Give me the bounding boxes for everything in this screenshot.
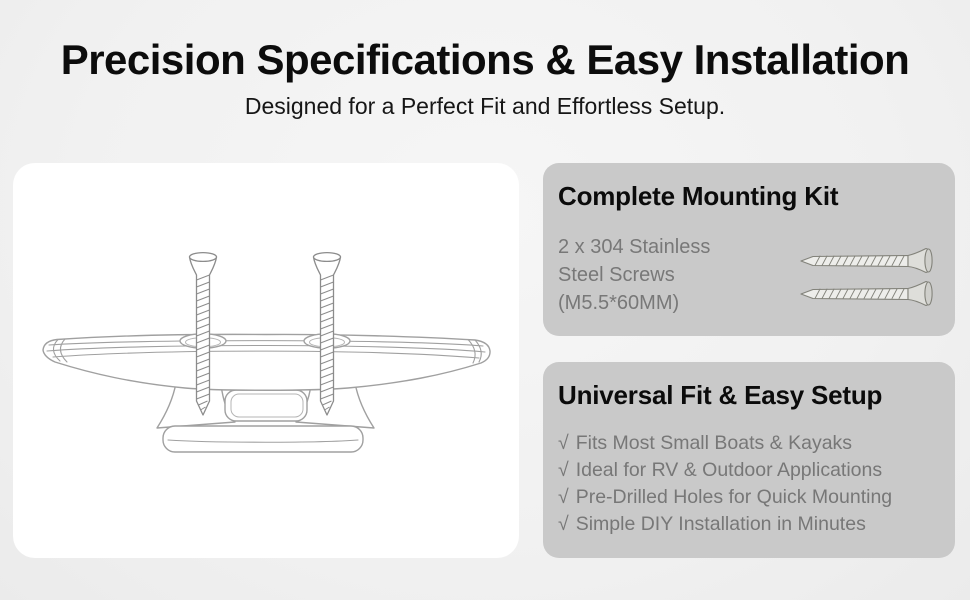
list-item-label: Simple DIY Installation in Minutes xyxy=(575,513,866,535)
list-item xyxy=(558,457,939,484)
list-item xyxy=(558,430,939,457)
check-icon: √ xyxy=(558,432,569,454)
feature-list xyxy=(558,430,939,538)
cleat-line-drawing xyxy=(13,163,519,558)
list-item-label: Fits Most Small Boats & Kayaks xyxy=(575,432,853,454)
check-icon: √ xyxy=(558,486,569,508)
universal-fit-title: Universal Fit & Easy Setup xyxy=(558,380,883,410)
mounting-kit-card xyxy=(543,163,955,336)
diagram-card xyxy=(13,163,519,558)
list-item xyxy=(558,511,939,538)
universal-fit-card xyxy=(543,362,955,558)
list-item-label: Ideal for RV & Outdoor Applications xyxy=(575,459,883,481)
page-title: Precision Specifications & Easy Installation xyxy=(60,36,910,83)
page-subtitle: Designed for a Perfect Fit and Effortless Setup. xyxy=(244,93,726,119)
check-icon: √ xyxy=(558,459,569,481)
check-icon: √ xyxy=(558,513,569,535)
mounting-kit-description: 2 x 304 Stainless Steel Screws (M5.5*60MM) xyxy=(558,236,711,314)
mounting-kit-title: Complete Mounting Kit xyxy=(558,181,839,211)
list-item-label: Pre-Drilled Holes for Quick Mounting xyxy=(575,486,893,508)
screws-image xyxy=(798,247,938,307)
list-item xyxy=(558,484,939,511)
